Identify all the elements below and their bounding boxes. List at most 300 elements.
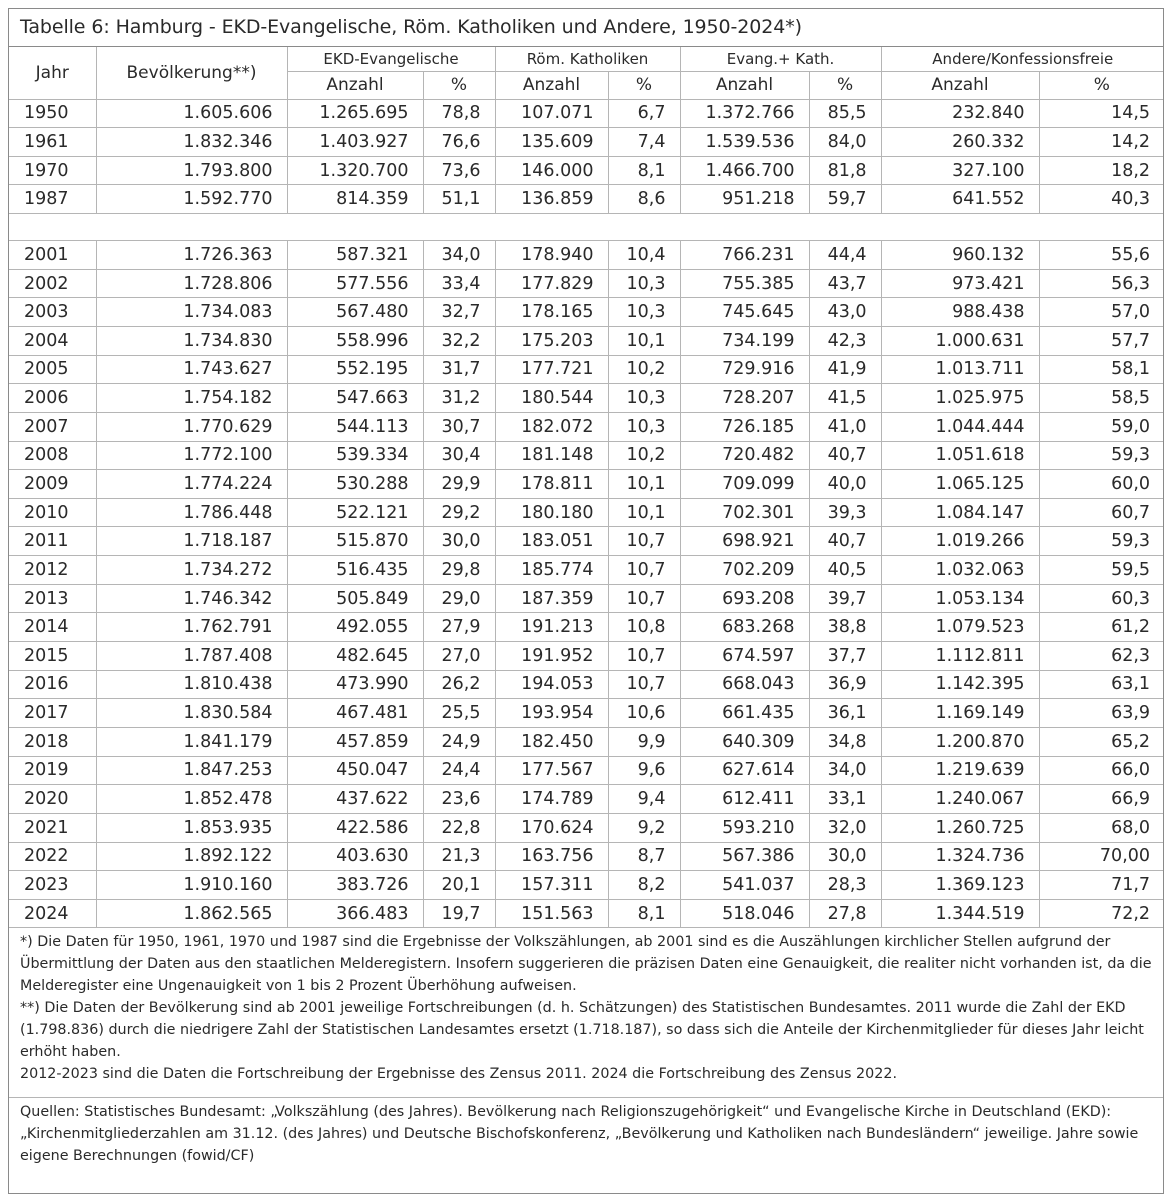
table-cell: 1.772.100 — [96, 441, 287, 470]
table-cell: 522.121 — [287, 498, 423, 527]
table-row — [9, 498, 1164, 527]
table-cell: 10,4 — [608, 241, 680, 270]
table-cell: 518.046 — [680, 899, 809, 928]
table-cell: 473.990 — [287, 670, 423, 699]
table-cell: 8,2 — [608, 871, 680, 900]
table-row — [9, 412, 1164, 441]
header-anzahl: Anzahl — [680, 71, 809, 99]
table-cell: 68,0 — [1039, 813, 1164, 842]
table-cell: 1.019.266 — [881, 527, 1039, 556]
table-cell: 1.862.565 — [96, 899, 287, 928]
table-cell: 60,7 — [1039, 498, 1164, 527]
table-row — [9, 813, 1164, 842]
table-cell: 1.539.536 — [680, 128, 809, 157]
table-cell: 232.840 — [881, 99, 1039, 128]
table-cell: 57,0 — [1039, 298, 1164, 327]
cell-year: 2003 — [9, 298, 96, 327]
table-cell: 191.213 — [495, 613, 608, 642]
table-cell: 30,0 — [423, 527, 495, 556]
table-cell: 60,0 — [1039, 470, 1164, 499]
table-cell: 33,4 — [423, 269, 495, 298]
table-cell: 27,9 — [423, 613, 495, 642]
table-cell: 260.332 — [881, 128, 1039, 157]
table-cell: 1.142.395 — [881, 670, 1039, 699]
table-cell: 10,7 — [608, 642, 680, 671]
table-cell: 34,8 — [809, 727, 881, 756]
table-row — [9, 441, 1164, 470]
table-cell: 59,3 — [1039, 441, 1164, 470]
table-cell: 1.605.606 — [96, 99, 287, 128]
table-cell: 1.734.083 — [96, 298, 287, 327]
table-cell: 27,0 — [423, 642, 495, 671]
table-cell: 65,2 — [1039, 727, 1164, 756]
table-cell: 10,3 — [608, 269, 680, 298]
table-cell: 8,1 — [608, 156, 680, 185]
table-cell: 177.721 — [495, 355, 608, 384]
table-cell: 41,9 — [809, 355, 881, 384]
table-cell: 180.544 — [495, 384, 608, 413]
table-cell: 8,6 — [608, 185, 680, 214]
table-cell: 1.830.584 — [96, 699, 287, 728]
table-cell: 63,9 — [1039, 699, 1164, 728]
table-sheet — [8, 8, 1164, 1194]
table-cell: 10,2 — [608, 441, 680, 470]
table-cell: 177.829 — [495, 269, 608, 298]
table-cell: 492.055 — [287, 613, 423, 642]
table-cell: 1.774.224 — [96, 470, 287, 499]
table-cell: 720.482 — [680, 441, 809, 470]
table-cell: 30,4 — [423, 441, 495, 470]
table-cell: 702.209 — [680, 556, 809, 585]
table-body-registry — [9, 241, 1164, 928]
table-cell: 539.334 — [287, 441, 423, 470]
table-cell: 467.481 — [287, 699, 423, 728]
table-cell: 1.169.149 — [881, 699, 1039, 728]
table-cell: 9,4 — [608, 785, 680, 814]
table-cell: 1.793.800 — [96, 156, 287, 185]
table-cell: 72,2 — [1039, 899, 1164, 928]
cell-year: 2023 — [9, 871, 96, 900]
table-cell: 728.207 — [680, 384, 809, 413]
table-cell: 1.726.363 — [96, 241, 287, 270]
table-cell: 43,7 — [809, 269, 881, 298]
table-cell: 63,1 — [1039, 670, 1164, 699]
table-cell: 20,1 — [423, 871, 495, 900]
table-row — [9, 842, 1164, 871]
table-cell: 36,1 — [809, 699, 881, 728]
table-cell: 814.359 — [287, 185, 423, 214]
table-cell: 22,8 — [423, 813, 495, 842]
table-cell: 38,8 — [809, 613, 881, 642]
cell-year: 2005 — [9, 355, 96, 384]
header-group-andere: Andere/Konfessionsfreie — [881, 47, 1164, 71]
table-cell: 177.567 — [495, 756, 608, 785]
table-title: Tabelle 6: Hamburg - EKD-Evangelische, Röm. Katholiken und Andere, 1950-2024*) — [20, 16, 802, 38]
table-row — [9, 785, 1164, 814]
cell-year: 2012 — [9, 556, 96, 585]
table-cell: 136.859 — [495, 185, 608, 214]
table-row — [9, 584, 1164, 613]
cell-year: 2013 — [9, 584, 96, 613]
cell-year: 2004 — [9, 326, 96, 355]
table-cell: 709.099 — [680, 470, 809, 499]
table-cell: 10,3 — [608, 384, 680, 413]
table-cell: 766.231 — [680, 241, 809, 270]
table-cell: 175.203 — [495, 326, 608, 355]
table-cell: 693.208 — [680, 584, 809, 613]
table-cell: 178.940 — [495, 241, 608, 270]
table-cell: 457.859 — [287, 727, 423, 756]
cell-year: 2006 — [9, 384, 96, 413]
table-cell: 530.288 — [287, 470, 423, 499]
table-cell: 30,0 — [809, 842, 881, 871]
table-cell: 567.480 — [287, 298, 423, 327]
table-cell: 1.372.766 — [680, 99, 809, 128]
table-cell: 10,8 — [608, 613, 680, 642]
table-cell: 181.148 — [495, 441, 608, 470]
header-group-ekd: EKD-Evangelische — [287, 47, 495, 71]
table-cell: 163.756 — [495, 842, 608, 871]
table-cell: 745.645 — [680, 298, 809, 327]
table-cell: 6,7 — [608, 99, 680, 128]
table-cell: 1.112.811 — [881, 642, 1039, 671]
table-row — [9, 642, 1164, 671]
table-cell: 674.597 — [680, 642, 809, 671]
table-cell: 182.072 — [495, 412, 608, 441]
table-cell: 1.847.253 — [96, 756, 287, 785]
table-cell: 1.853.935 — [96, 813, 287, 842]
table-cell: 70,00 — [1039, 842, 1164, 871]
table-cell: 516.435 — [287, 556, 423, 585]
table-cell: 29,9 — [423, 470, 495, 499]
table-row — [9, 326, 1164, 355]
table-cell: 30,7 — [423, 412, 495, 441]
cell-year: 2001 — [9, 241, 96, 270]
table-row — [9, 871, 1164, 900]
table-cell: 9,2 — [608, 813, 680, 842]
table-cell: 403.630 — [287, 842, 423, 871]
table-body-census — [9, 99, 1164, 214]
table-row — [9, 613, 1164, 642]
table-cell: 24,4 — [423, 756, 495, 785]
table-cell: 661.435 — [680, 699, 809, 728]
table-row — [9, 756, 1164, 785]
table-row — [9, 99, 1164, 128]
table-cell: 27,8 — [809, 899, 881, 928]
table-cell: 1.032.063 — [881, 556, 1039, 585]
table-cell: 7,4 — [608, 128, 680, 157]
table-cell: 1.079.523 — [881, 613, 1039, 642]
table-cell: 10,7 — [608, 670, 680, 699]
cell-year: 2010 — [9, 498, 96, 527]
table-cell: 58,1 — [1039, 355, 1164, 384]
table-cell: 1.065.125 — [881, 470, 1039, 499]
data-table — [9, 47, 1164, 928]
table-cell: 1.728.806 — [96, 269, 287, 298]
table-cell: 31,2 — [423, 384, 495, 413]
table-cell: 515.870 — [287, 527, 423, 556]
table-cell: 1.841.179 — [96, 727, 287, 756]
table-cell: 31,7 — [423, 355, 495, 384]
table-cell: 1.200.870 — [881, 727, 1039, 756]
sources — [9, 1098, 1163, 1167]
header-anzahl: Anzahl — [881, 71, 1039, 99]
header-percent: % — [423, 71, 495, 99]
table-cell: 383.726 — [287, 871, 423, 900]
table-cell: 482.645 — [287, 642, 423, 671]
table-cell: 40,0 — [809, 470, 881, 499]
table-cell: 1.013.711 — [881, 355, 1039, 384]
cell-year: 2009 — [9, 470, 96, 499]
header-group-katholiken: Röm. Katholiken — [495, 47, 680, 71]
cell-year: 2002 — [9, 269, 96, 298]
spacer-row — [9, 214, 1164, 241]
table-cell: 26,2 — [423, 670, 495, 699]
table-row — [9, 699, 1164, 728]
table-cell: 59,7 — [809, 185, 881, 214]
table-cell: 627.614 — [680, 756, 809, 785]
table-row — [9, 470, 1164, 499]
cell-year: 2016 — [9, 670, 96, 699]
cell-year: 1961 — [9, 128, 96, 157]
spacer-cell — [9, 214, 1164, 241]
table-row — [9, 556, 1164, 585]
table-cell: 32,2 — [423, 326, 495, 355]
table-cell: 755.385 — [680, 269, 809, 298]
header-anzahl: Anzahl — [495, 71, 608, 99]
cell-year: 2020 — [9, 785, 96, 814]
table-row — [9, 355, 1164, 384]
table-cell: 10,3 — [608, 298, 680, 327]
table-cell: 76,6 — [423, 128, 495, 157]
cell-year: 1970 — [9, 156, 96, 185]
table-cell: 28,3 — [809, 871, 881, 900]
table-cell: 59,3 — [1039, 527, 1164, 556]
table-cell: 29,2 — [423, 498, 495, 527]
table-cell: 973.421 — [881, 269, 1039, 298]
table-cell: 174.789 — [495, 785, 608, 814]
table-cell: 66,9 — [1039, 785, 1164, 814]
table-cell: 193.954 — [495, 699, 608, 728]
table-cell: 170.624 — [495, 813, 608, 842]
table-cell: 41,5 — [809, 384, 881, 413]
table-cell: 14,2 — [1039, 128, 1164, 157]
table-cell: 1.260.725 — [881, 813, 1039, 842]
table-cell: 40,5 — [809, 556, 881, 585]
table-cell: 1.734.272 — [96, 556, 287, 585]
table-cell: 683.268 — [680, 613, 809, 642]
cell-year: 2021 — [9, 813, 96, 842]
table-cell: 33,1 — [809, 785, 881, 814]
header-bevoelkerung: Bevölkerung**) — [96, 47, 287, 99]
table-cell: 10,2 — [608, 355, 680, 384]
table-cell: 42,3 — [809, 326, 881, 355]
table-cell: 59,5 — [1039, 556, 1164, 585]
table-cell: 1.265.695 — [287, 99, 423, 128]
table-cell: 1.320.700 — [287, 156, 423, 185]
table-cell: 151.563 — [495, 899, 608, 928]
table-header — [9, 47, 1164, 99]
table-cell: 422.586 — [287, 813, 423, 842]
table-cell: 9,6 — [608, 756, 680, 785]
table-cell: 593.210 — [680, 813, 809, 842]
table-cell: 44,4 — [809, 241, 881, 270]
sources-text: Quellen: Statistisches Bundesamt: „Volkszählung (des Jahres). Bevölkerung nach Religionszugehörigkeit“ und Evangelische Kirche in Deutschland (EKD): „Kirchenmitgliederzahlen am 31.12. (des Jahres) und Deutsche Bischofskonferenz, „Bevölkerung und Katholiken nach Bundesländern“ jeweilige. Jahre sowie eigene Berechnungen (fowid/CF) — [20, 1104, 1139, 1165]
table-cell: 57,7 — [1039, 326, 1164, 355]
table-cell: 51,1 — [423, 185, 495, 214]
table-cell: 58,5 — [1039, 384, 1164, 413]
table-cell: 32,0 — [809, 813, 881, 842]
table-cell: 185.774 — [495, 556, 608, 585]
table-cell: 55,6 — [1039, 241, 1164, 270]
table-cell: 14,5 — [1039, 99, 1164, 128]
table-cell: 1.219.639 — [881, 756, 1039, 785]
header-percent: % — [608, 71, 680, 99]
table-cell: 34,0 — [809, 756, 881, 785]
footnotes — [9, 928, 1163, 1098]
table-cell: 726.185 — [680, 412, 809, 441]
table-cell: 157.311 — [495, 871, 608, 900]
table-cell: 9,9 — [608, 727, 680, 756]
table-cell: 1.324.736 — [881, 842, 1039, 871]
table-cell: 187.359 — [495, 584, 608, 613]
table-cell: 698.921 — [680, 527, 809, 556]
cell-year: 2014 — [9, 613, 96, 642]
table-cell: 60,3 — [1039, 584, 1164, 613]
table-cell: 1.466.700 — [680, 156, 809, 185]
table-cell: 194.053 — [495, 670, 608, 699]
table-cell: 1.403.927 — [287, 128, 423, 157]
cell-year: 1987 — [9, 185, 96, 214]
table-cell: 1.025.975 — [881, 384, 1039, 413]
table-cell: 641.552 — [881, 185, 1039, 214]
table-cell: 43,0 — [809, 298, 881, 327]
table-row — [9, 727, 1164, 756]
header-group-evang-kath: Evang.+ Kath. — [680, 47, 881, 71]
cell-year: 2007 — [9, 412, 96, 441]
table-cell: 8,1 — [608, 899, 680, 928]
table-cell: 40,7 — [809, 527, 881, 556]
table-cell: 73,6 — [423, 156, 495, 185]
header-anzahl: Anzahl — [287, 71, 423, 99]
table-cell: 587.321 — [287, 241, 423, 270]
table-cell: 66,0 — [1039, 756, 1164, 785]
table-cell: 734.199 — [680, 326, 809, 355]
table-cell: 39,3 — [809, 498, 881, 527]
table-cell: 547.663 — [287, 384, 423, 413]
header-jahr: Jahr — [9, 47, 96, 99]
table-cell: 19,7 — [423, 899, 495, 928]
table-cell: 1.754.182 — [96, 384, 287, 413]
table-cell: 180.180 — [495, 498, 608, 527]
table-cell: 1.892.122 — [96, 842, 287, 871]
table-cell: 40,7 — [809, 441, 881, 470]
table-cell: 1.832.346 — [96, 128, 287, 157]
table-cell: 612.411 — [680, 785, 809, 814]
table-cell: 1.718.187 — [96, 527, 287, 556]
table-cell: 366.483 — [287, 899, 423, 928]
table-cell: 1.810.438 — [96, 670, 287, 699]
table-cell: 437.622 — [287, 785, 423, 814]
table-cell: 1.852.478 — [96, 785, 287, 814]
table-cell: 178.811 — [495, 470, 608, 499]
table-cell: 567.386 — [680, 842, 809, 871]
table-cell: 729.916 — [680, 355, 809, 384]
table-cell: 183.051 — [495, 527, 608, 556]
table-cell: 1.787.408 — [96, 642, 287, 671]
table-cell: 40,3 — [1039, 185, 1164, 214]
table-row — [9, 128, 1164, 157]
header-percent: % — [809, 71, 881, 99]
table-row — [9, 298, 1164, 327]
table-cell: 59,0 — [1039, 412, 1164, 441]
table-cell: 78,8 — [423, 99, 495, 128]
table-cell: 36,9 — [809, 670, 881, 699]
table-row — [9, 156, 1164, 185]
table-cell: 702.301 — [680, 498, 809, 527]
table-cell: 10,3 — [608, 412, 680, 441]
table-cell: 32,7 — [423, 298, 495, 327]
table-cell: 61,2 — [1039, 613, 1164, 642]
cell-year: 2024 — [9, 899, 96, 928]
table-cell: 505.849 — [287, 584, 423, 613]
cell-year: 1950 — [9, 99, 96, 128]
cell-year: 2019 — [9, 756, 96, 785]
table-cell: 541.037 — [680, 871, 809, 900]
table-cell: 23,6 — [423, 785, 495, 814]
footnote: *) Die Daten für 1950, 1961, 1970 und 1987 sind die Ergebnisse der Volkszählungen, ab 2001 sind es die Auszählungen kirchlicher Stellen aufgrund der Übermittlung der Daten aus den staatlichen Melderegistern. Insofern suggerieren die präzisen Daten eine Genauigkeit, die realiter nicht vorhanden ist, da die Melderegister eine Ungenauigkeit von 1 bis 2 Prozent Überhöhung aufweisen. — [20, 934, 1152, 995]
table-cell: 24,9 — [423, 727, 495, 756]
table-cell: 1.044.444 — [881, 412, 1039, 441]
table-cell: 1.762.791 — [96, 613, 287, 642]
table-cell: 85,5 — [809, 99, 881, 128]
table-cell: 1.240.067 — [881, 785, 1039, 814]
table-cell: 668.043 — [680, 670, 809, 699]
table-cell: 1.053.134 — [881, 584, 1039, 613]
table-cell: 988.438 — [881, 298, 1039, 327]
table-cell: 39,7 — [809, 584, 881, 613]
table-cell: 29,8 — [423, 556, 495, 585]
table-cell: 1.746.342 — [96, 584, 287, 613]
table-row — [9, 269, 1164, 298]
table-cell: 10,1 — [608, 498, 680, 527]
table-cell: 34,0 — [423, 241, 495, 270]
cell-year: 2015 — [9, 642, 96, 671]
table-cell: 37,7 — [809, 642, 881, 671]
table-cell: 1.743.627 — [96, 355, 287, 384]
table-cell: 146.000 — [495, 156, 608, 185]
table-cell: 10,1 — [608, 470, 680, 499]
table-row — [9, 670, 1164, 699]
cell-year: 2018 — [9, 727, 96, 756]
table-cell: 1.734.830 — [96, 326, 287, 355]
table-cell: 1.084.147 — [881, 498, 1039, 527]
table-cell: 10,7 — [608, 584, 680, 613]
table-cell: 1.910.160 — [96, 871, 287, 900]
table-cell: 951.218 — [680, 185, 809, 214]
table-cell: 107.071 — [495, 99, 608, 128]
table-cell: 10,6 — [608, 699, 680, 728]
table-row — [9, 185, 1164, 214]
table-cell: 81,8 — [809, 156, 881, 185]
table-cell: 25,5 — [423, 699, 495, 728]
title-row — [9, 9, 1163, 47]
table-cell: 182.450 — [495, 727, 608, 756]
table-row — [9, 899, 1164, 928]
table-cell: 21,3 — [423, 842, 495, 871]
table-cell: 640.309 — [680, 727, 809, 756]
cell-year: 2022 — [9, 842, 96, 871]
